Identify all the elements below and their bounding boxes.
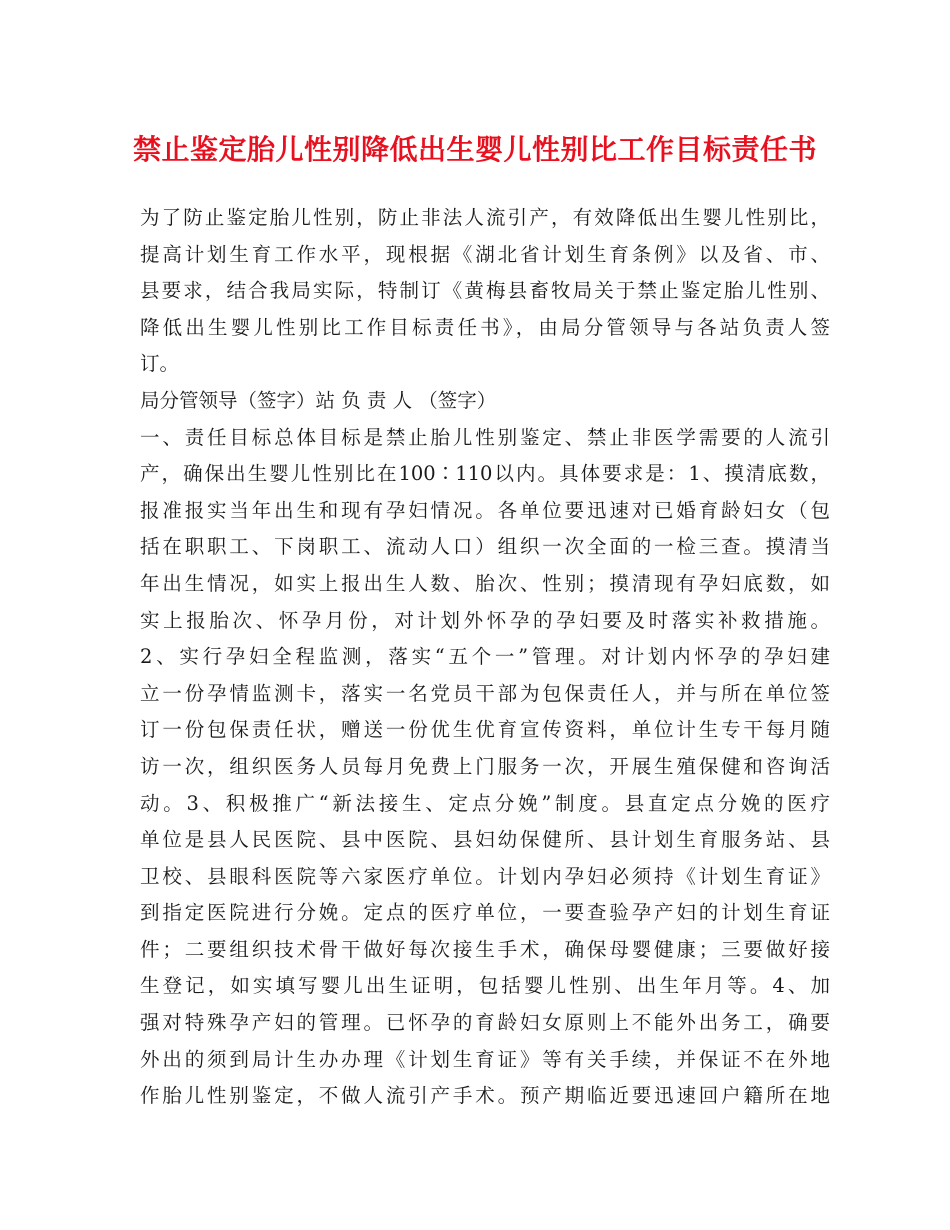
paragraph-line: 强对特殊孕产妇的管理。已怀孕的育龄妇女原则上不能外出务工，确要 xyxy=(140,1011,830,1035)
paragraph-line: 到指定医院进行分娩。定点的医疗单位，一要查验孕产妇的计划生育证 xyxy=(140,901,830,925)
paragraph-line: 外出的须到局计生办办理《计划生育证》等有关手续，并保证不在外地 xyxy=(140,1047,830,1071)
paragraph-line: 提高计划生育工作水平，现根据《湖北省计划生育条例》以及省、市、 xyxy=(140,242,830,266)
paragraph-line: 为了防止鉴定胎儿性别，防止非法人流引产，有效降低出生婴儿性别比， xyxy=(140,206,830,229)
paragraph-line: 生登记，如实填写婴儿出生证明，包括婴儿性别、出生年月等。4、加 xyxy=(140,974,830,998)
document-title: 禁止鉴定胎儿性别降低出生婴儿性别比工作目标责任书 xyxy=(132,133,817,166)
paragraph-line: 降低出生婴儿性别比工作目标责任书》，由局分管领导与各站负责人签 xyxy=(140,315,830,339)
paragraph-line: 报准报实当年出生和现有孕妇情况。各单位要迅速对已婚育龄妇女（包 xyxy=(140,498,830,522)
paragraph-line: 访一次，组织医务人员每月免费上门服务一次，开展生殖保健和咨询活 xyxy=(140,754,830,778)
document-body xyxy=(140,200,830,1115)
paragraph-line: 立一份孕情监测卡，落实一名党员干部为包保责任人，并与所在单位签 xyxy=(140,681,830,705)
paragraph-line: 卫校、县眼科医院等六家医疗单位。计划内孕妇必须持《计划生育证》 xyxy=(140,864,830,888)
paragraph-line: 动。3、积极推广“新法接生、定点分娩”制度。县直定点分娩的医疗 xyxy=(140,791,830,815)
paragraph-line: 订。 xyxy=(140,352,180,376)
paragraph-line: 单位是县人民医院、县中医院、县妇幼保健所、县计划生育服务站、县 xyxy=(140,828,830,852)
paragraph-line: 括在职职工、下岗职工、流动人口）组织一次全面的一检三查。摸清当 xyxy=(140,535,830,559)
paragraph-line: 订一份包保责任状，赠送一份优生优育宣传资料，单位计生专干每月随 xyxy=(140,718,830,742)
paragraph-line: 实上报胎次、怀孕月份，对计划外怀孕的孕妇要及时落实补救措施。 xyxy=(140,608,830,632)
paragraph-line: 件；二要组织技术骨干做好每次接生手术，确保母婴健康；三要做好接 xyxy=(140,937,830,961)
paragraph-line: 作胎儿性别鉴定，不做人流引产手术。预产期临近要迅速回户籍所在地 xyxy=(140,1084,830,1108)
signature-line: 局分管领导（签字）站 负 责 人 （签字） xyxy=(140,388,497,412)
paragraph-line: 年出生情况，如实上报出生人数、胎次、性别；摸清现有孕妇底数，如 xyxy=(140,571,830,595)
paragraph-line: 2、实行孕妇全程监测，落实“五个一”管理。对计划内怀孕的孕妇建 xyxy=(140,645,830,669)
paragraph-line: 产，确保出生婴儿性别比在100∶110以内。具体要求是：1、摸清底数， xyxy=(140,462,830,486)
paragraph-line: 县要求，结合我局实际，特制订《黄梅县畜牧局关于禁止鉴定胎儿性别、 xyxy=(140,279,830,303)
paragraph-line: 一、责任目标总体目标是禁止胎儿性别鉴定、禁止非医学需要的人流引 xyxy=(140,425,830,449)
